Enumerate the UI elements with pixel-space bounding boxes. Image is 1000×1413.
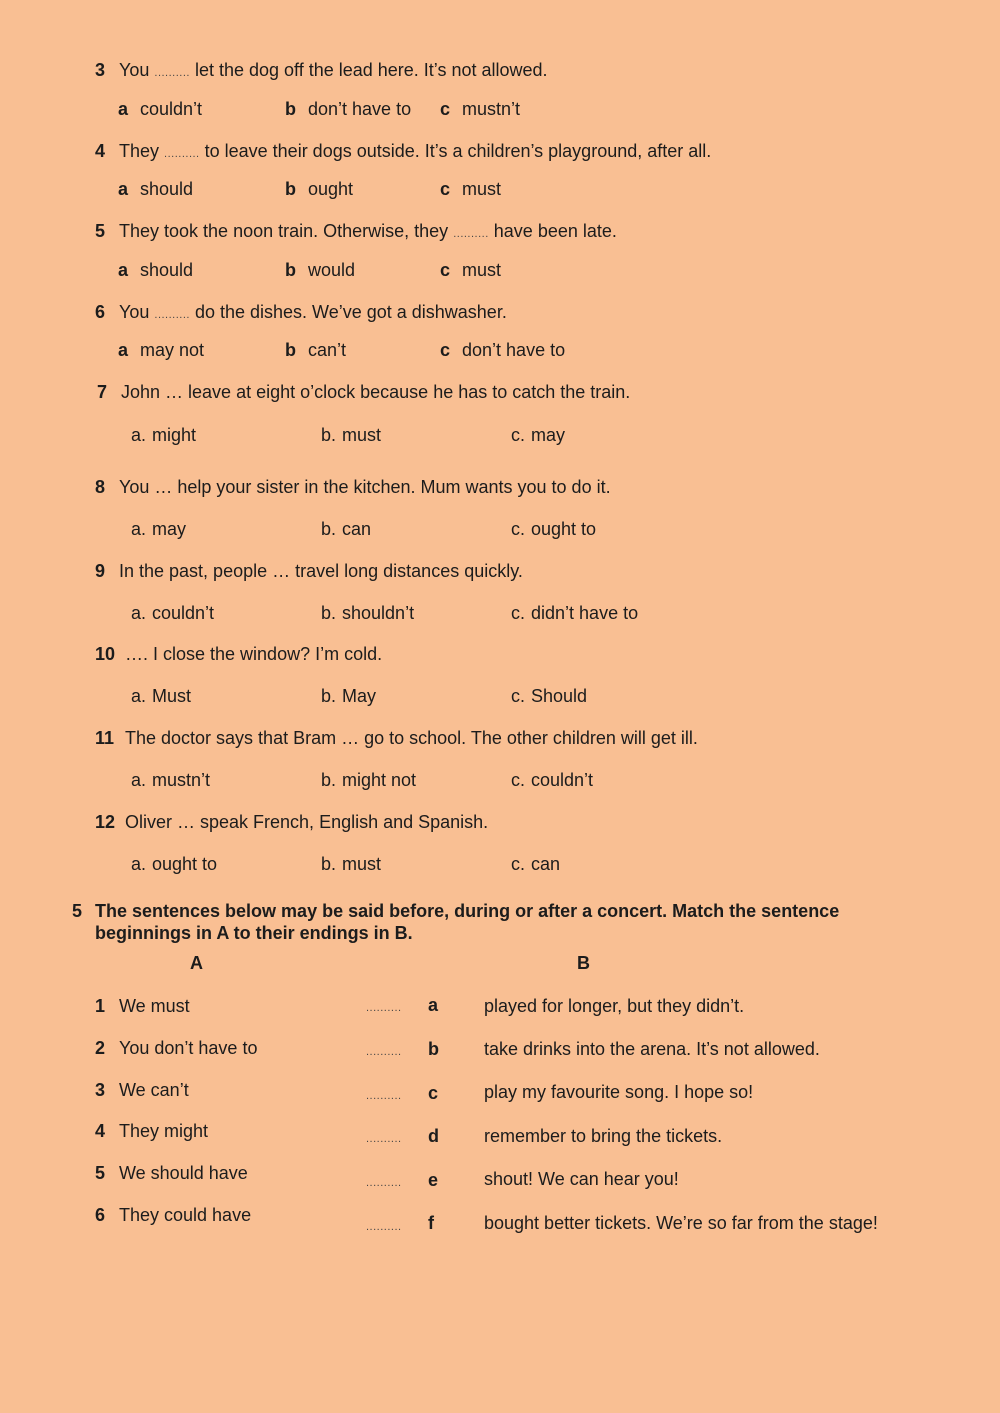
option-a[interactable] <box>118 178 193 200</box>
option-b[interactable] <box>285 98 411 120</box>
option-c[interactable] <box>440 339 565 361</box>
option-label: b. <box>321 770 337 790</box>
option-label: a. <box>131 603 147 623</box>
question-number: 9 <box>95 561 106 581</box>
answer-blank[interactable]: .......... <box>154 67 190 79</box>
option-text: Should <box>531 686 588 706</box>
option-text: ought to <box>531 519 597 539</box>
question-text-start: They took the noon train. Otherwise, they <box>119 221 449 241</box>
option-label: b. <box>321 425 337 445</box>
column-a-heading: A <box>190 953 203 973</box>
instruction-line-2: beginnings in A to their endings in B. <box>95 923 413 943</box>
beginning-number: 5 <box>95 1163 106 1183</box>
beginning-text: They might <box>119 1121 209 1141</box>
beginning-3 <box>95 1079 189 1101</box>
beginning-number: 3 <box>95 1080 106 1100</box>
option-c[interactable] <box>511 853 560 875</box>
question-6 <box>95 301 507 326</box>
answer-blank[interactable]: .......... <box>164 148 200 160</box>
ending-letter-f: f <box>428 1213 434 1233</box>
beginning-text: We must <box>119 996 190 1016</box>
beginning-text: You don’t have to <box>119 1038 258 1058</box>
option-text: might not <box>342 770 417 790</box>
option-a[interactable] <box>118 339 204 361</box>
option-c[interactable] <box>440 259 501 281</box>
option-b[interactable] <box>285 259 355 281</box>
match-blank-5[interactable]: .......... <box>366 1177 402 1189</box>
option-b[interactable] <box>321 518 371 540</box>
question-text: John … leave at eight o’clock because he has to catch the train. <box>121 382 631 402</box>
option-text: couldn’t <box>152 603 215 623</box>
option-text: mustn’t <box>462 99 521 119</box>
option-text: may not <box>140 340 205 360</box>
beginning-text: We should have <box>119 1163 248 1183</box>
option-label: c. <box>511 686 526 706</box>
ending-letter-a: a <box>428 995 439 1015</box>
option-text: can’t <box>308 340 347 360</box>
option-text: shouldn’t <box>342 603 415 623</box>
option-label: a. <box>131 519 147 539</box>
option-text: should <box>140 179 194 199</box>
option-a[interactable] <box>131 518 186 540</box>
option-label: c <box>440 99 451 119</box>
question-11 <box>95 727 698 749</box>
question-5 <box>95 220 617 245</box>
match-blank-6[interactable]: .......... <box>366 1221 402 1233</box>
option-a[interactable] <box>131 769 210 791</box>
option-a[interactable] <box>131 853 217 875</box>
question-number: 4 <box>95 141 106 161</box>
beginning-text: They could have <box>119 1205 252 1225</box>
option-label: b. <box>321 686 337 706</box>
option-text: ought to <box>152 854 218 874</box>
option-text: couldn’t <box>531 770 594 790</box>
beginning-5 <box>95 1162 248 1184</box>
question-text: You … help your sister in the kitchen. Mum wants you to do it. <box>119 477 611 497</box>
ending-text-c: play my favourite song. I hope so! <box>484 1082 754 1102</box>
question-text-end: have been late. <box>493 221 617 241</box>
option-text: ought <box>308 179 354 199</box>
beginning-number: 4 <box>95 1121 106 1141</box>
option-a[interactable] <box>131 685 191 707</box>
beginning-number: 1 <box>95 996 106 1016</box>
option-b[interactable] <box>321 685 376 707</box>
answer-blank[interactable]: .......... <box>453 228 489 240</box>
option-text: must <box>342 425 382 445</box>
option-label: a <box>118 340 129 360</box>
ending-text-b: take drinks into the arena. It’s not allowed. <box>484 1039 820 1059</box>
option-label: b <box>285 99 296 119</box>
section-5-number: 5 <box>72 901 83 921</box>
option-c[interactable] <box>511 518 596 540</box>
question-number: 8 <box>95 477 106 497</box>
option-label: c. <box>511 425 526 445</box>
option-label: a. <box>131 425 147 445</box>
option-label: a <box>118 179 129 199</box>
match-blank-4[interactable]: .......... <box>366 1133 402 1145</box>
option-label: b. <box>321 519 337 539</box>
question-text-end: let the dog off the lead here. It’s not allowed. <box>194 60 548 80</box>
ending-letter-c: c <box>428 1083 439 1103</box>
ending-text-d: remember to bring the tickets. <box>484 1126 723 1146</box>
column-b-heading: B <box>577 953 590 973</box>
option-text: should <box>140 260 194 280</box>
question-number: 12 <box>95 812 116 832</box>
option-text: must <box>462 179 502 199</box>
question-10 <box>95 643 382 665</box>
option-label: a. <box>131 686 147 706</box>
option-b[interactable] <box>285 178 353 200</box>
question-text-start: They <box>119 141 160 161</box>
beginning-text: We can’t <box>119 1080 189 1100</box>
option-text: must <box>342 854 382 874</box>
question-number: 5 <box>95 221 106 241</box>
option-text: may <box>531 425 566 445</box>
option-text: might <box>152 425 197 445</box>
option-label: a <box>118 99 129 119</box>
ending-text-a: played for longer, but they didn’t. <box>484 996 745 1016</box>
option-label: c. <box>511 854 526 874</box>
option-b[interactable] <box>285 339 346 361</box>
option-label: b <box>285 179 296 199</box>
option-label: a. <box>131 854 147 874</box>
option-a[interactable] <box>131 424 196 446</box>
question-9 <box>95 560 523 582</box>
question-number: 7 <box>97 382 108 402</box>
question-4 <box>95 140 711 165</box>
option-text: Must <box>152 686 192 706</box>
beginning-number: 6 <box>95 1205 106 1225</box>
question-text: The doctor says that Bram … go to school. The other children will get ill. <box>125 728 698 748</box>
option-text: can <box>342 519 372 539</box>
option-text: would <box>308 260 356 280</box>
option-label: a. <box>131 770 147 790</box>
match-blank-1[interactable]: .......... <box>366 1002 402 1014</box>
option-b[interactable] <box>321 424 381 446</box>
question-text: Oliver … speak French, English and Spanish. <box>125 812 489 832</box>
option-label: c <box>440 340 451 360</box>
option-label: c. <box>511 770 526 790</box>
option-c[interactable] <box>511 685 587 707</box>
ending-text-e: shout! We can hear you! <box>484 1169 679 1189</box>
option-b[interactable] <box>321 602 414 624</box>
option-label: b <box>285 260 296 280</box>
question-text-end: do the dishes. We’ve got a dishwasher. <box>194 302 507 322</box>
option-text: mustn’t <box>152 770 211 790</box>
option-label: b. <box>321 603 337 623</box>
question-8 <box>95 476 611 498</box>
option-c[interactable] <box>440 178 501 200</box>
option-text: May <box>342 686 377 706</box>
match-blank-3[interactable]: .......... <box>366 1090 402 1102</box>
option-text: don’t have to <box>308 99 412 119</box>
ending-letter-d: d <box>428 1126 439 1146</box>
instruction-line-1: The sentences below may be said before, during or after a concert. Match the sentence <box>95 901 840 921</box>
question-number: 11 <box>95 728 115 748</box>
option-text: didn’t have to <box>531 603 639 623</box>
ending-text-f: bought better tickets. We’re so far from the stage! <box>484 1213 878 1233</box>
option-text: can <box>531 854 561 874</box>
question-text-start: You <box>119 60 150 80</box>
beginning-1 <box>95 995 190 1017</box>
match-blank-2[interactable]: .......... <box>366 1046 402 1058</box>
option-a[interactable] <box>118 98 202 120</box>
beginning-number: 2 <box>95 1038 106 1058</box>
question-number: 3 <box>95 60 106 80</box>
option-text: must <box>462 260 502 280</box>
option-c[interactable] <box>511 602 638 624</box>
option-label: c. <box>511 519 526 539</box>
option-text: couldn’t <box>140 99 203 119</box>
option-a[interactable] <box>131 602 214 624</box>
question-text: …. I close the window? I’m cold. <box>125 644 383 664</box>
option-label: c. <box>511 603 526 623</box>
option-b[interactable] <box>321 853 381 875</box>
option-label: a <box>118 260 129 280</box>
option-text: don’t have to <box>462 340 566 360</box>
question-12 <box>95 811 488 833</box>
question-7 <box>97 381 630 403</box>
option-c[interactable] <box>440 98 520 120</box>
option-label: c <box>440 179 451 199</box>
section-5-instruction <box>95 900 839 944</box>
option-label: b. <box>321 854 337 874</box>
answer-blank[interactable]: .......... <box>154 309 190 321</box>
beginning-4 <box>95 1120 208 1142</box>
ending-letter-b: b <box>428 1039 439 1059</box>
question-number: 10 <box>95 644 116 664</box>
beginning-6 <box>95 1204 251 1226</box>
question-text-start: You <box>119 302 150 322</box>
question-3 <box>95 59 548 84</box>
option-b[interactable] <box>321 769 416 791</box>
question-text-end: to leave their dogs outside. It’s a children’s playground, after all. <box>204 141 712 161</box>
question-text: In the past, people … travel long distances quickly. <box>119 561 523 581</box>
option-c[interactable] <box>511 424 565 446</box>
option-a[interactable] <box>118 259 193 281</box>
question-number: 6 <box>95 302 106 322</box>
ending-letter-e: e <box>428 1170 439 1190</box>
option-label: c <box>440 260 451 280</box>
beginning-2 <box>95 1037 257 1059</box>
option-c[interactable] <box>511 769 593 791</box>
option-label: b <box>285 340 296 360</box>
option-text: may <box>152 519 187 539</box>
